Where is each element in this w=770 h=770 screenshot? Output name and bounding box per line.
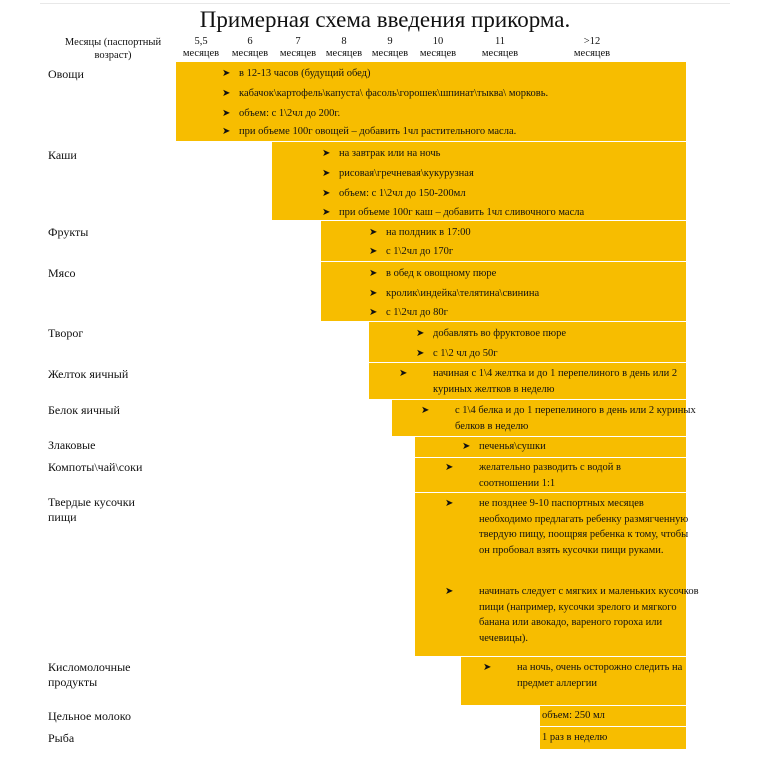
category-dairy: Кисломолочные продукты [48,660,131,689]
category-egg-white: Белок яичный [48,403,120,417]
arrowhead-bullet-icon: ➤ [322,188,331,199]
note-line: ➤ в обед к овощному пюре [369,266,496,282]
month-unit: месяцев [419,48,457,59]
arrowhead-bullet-icon: ➤ [322,168,331,179]
arrowhead-bullet-icon: ➤ [445,498,454,509]
arrowhead-bullet-icon: ➤ [399,368,408,379]
note-line: ➤ в 12-13 часов (будущий обед) [222,66,371,82]
note-line: ➤ печенья\сушки [462,439,546,455]
note-line: ➤ на ночь, очень осторожно следить на предмет аллергии [483,662,683,689]
note-line: ➤ с 1\2чл до 80г [369,305,448,321]
top-divider [40,3,730,4]
note-line: ➤ с 1\2чл до 170г [369,244,453,260]
arrowhead-bullet-icon: ➤ [416,328,425,339]
note-line: ➤ начинать следует с мягких и маленьких кусочков пищи (например, кусочки зрелого и мягкого банана или авокадо, вареного гороха или чечевицы). [445,586,699,644]
category-fruits: Фрукты [48,225,89,239]
arrowhead-bullet-icon: ➤ [222,68,231,79]
note-line: ➤ кабачок\картофель\капуста\ фасоль\горошек\шпинат\тыква\ морковь. [222,86,548,102]
category-drinks: Компоты\чай\соки [48,460,143,474]
category-vegetables: Овощи [48,67,84,81]
month-number: 9 [387,36,393,47]
arrowhead-bullet-icon: ➤ [445,462,454,473]
arrowhead-bullet-icon: ➤ [322,207,331,218]
month-header [562,36,622,60]
period-bar-cereals [415,437,686,457]
arrowhead-bullet-icon: ➤ [369,227,378,238]
note-line: ➤ на полдник в 17:00 [369,225,471,241]
month-header [408,36,468,60]
note-line: ➤ с 1\4 белка и до 1 перепелиного в день или 2 куриных белков в неделю [421,405,696,432]
month-unit: месяцев [231,48,269,59]
month-unit: месяцев [573,48,611,59]
page-title: Примерная схема введения прикорма. [199,7,571,32]
category-porridge: Каши [48,148,77,162]
category-solid-food: Твердые кусочки пищи [48,495,135,524]
category-cottage-cheese: Творог [48,326,84,340]
note-line: ➤ не позднее 9-10 паспортных месяцев необходимо предлагать ребенку размягченную твердую пищу, поощряя ребенка к тому, чтобы он пробовал взять кусочки пищи руками. [445,498,689,556]
note-line: ➤ с 1\2 чл до 50г [416,346,498,362]
note-line: ➤ объем: с 1\2чл до 150-200мл [322,186,466,202]
category-meat: Мясо [48,266,76,280]
note-line: ➤ при объеме 100г овощей – добавить 1чл растительного масла. [222,124,516,140]
month-unit: месяцев [182,48,220,59]
note-line: ➤ на завтрак или на ночь [322,146,440,162]
arrowhead-bullet-icon: ➤ [222,108,231,119]
category-whole-milk: Цельное молоко [48,709,131,723]
note-line: ➤ объем: с 1\2чл до 200г. [222,106,340,122]
axis-label: Месяцы (паспортный возраст) [64,37,162,61]
note-line: ➤ кролик\индейка\телятина\свинина [369,286,539,302]
arrowhead-bullet-icon: ➤ [369,288,378,299]
arrowhead-bullet-icon: ➤ [445,586,454,597]
arrowhead-bullet-icon: ➤ [421,405,430,416]
month-number: 10 [432,36,444,47]
arrowhead-bullet-icon: ➤ [222,88,231,99]
month-number: 6 [247,36,253,47]
month-unit: месяцев [279,48,317,59]
arrowhead-bullet-icon: ➤ [462,441,471,452]
month-unit: месяцев [481,48,519,59]
arrowhead-bullet-icon: ➤ [322,148,331,159]
note-line: ➤ при объеме 100г каш – добавить 1чл сливочного масла [322,205,584,221]
note-line: ➤ добавлять во фруктовое пюре [416,326,566,342]
arrowhead-bullet-icon: ➤ [222,126,231,137]
month-number: 8 [341,36,347,47]
arrowhead-bullet-icon: ➤ [369,268,378,279]
arrowhead-bullet-icon: ➤ [483,662,492,673]
month-unit: месяцев [371,48,409,59]
note-line: ➤ начиная с 1\4 желтка и до 1 перепелиного в день или 2 куриных желтков в неделю [399,368,678,395]
arrowhead-bullet-icon: ➤ [416,348,425,359]
month-header [470,36,530,60]
note-line: 1 раз в неделю [542,732,608,743]
category-cereals: Злаковые [48,438,96,452]
month-number: 5,5 [194,36,208,47]
month-number: >12 [583,36,601,47]
month-unit: месяцев [325,48,363,59]
note-line: ➤ желательно разводить с водой в соотношении 1:1 [445,462,621,489]
note-line: ➤ рисовая\гречневая\кукурузная [322,166,474,182]
category-fish: Рыба [48,731,75,745]
note-line: объем: 250 мл [542,710,605,721]
category-egg-yolk: Желток яичный [48,367,129,381]
arrowhead-bullet-icon: ➤ [369,246,378,257]
arrowhead-bullet-icon: ➤ [369,307,378,318]
month-number: 7 [295,36,301,47]
month-number: 11 [494,36,506,47]
